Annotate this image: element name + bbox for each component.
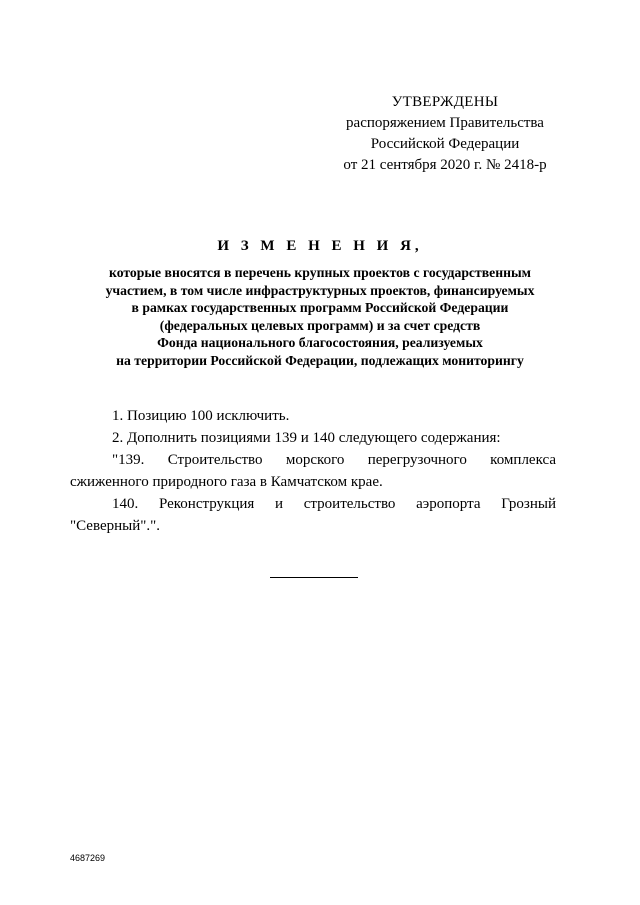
subheading-line: в рамках государственных программ Российской Федерации [131,300,509,315]
document-body [70,405,556,537]
item-2: 2. Дополнить позициями 139 и 140 следующего содержания: [112,430,501,446]
subheading-line: участием, в том числе инфраструктурных проектов, финансируемых [105,282,535,298]
subheading-line: Фонда национального благосостояния, реализуемых [157,335,483,350]
approval-title: УТВЕРЖДЕНЫ [391,94,499,110]
document-id-number: 4687269 [70,853,106,863]
subheading-line: которые вносятся в перечень крупных проектов с государственным [109,265,531,280]
approval-stamp [330,92,560,176]
item-140-line1: 140. Реконструкция и строительство аэропорта Грозный [112,496,556,512]
document-subheading [60,264,580,369]
end-divider [270,577,358,578]
subheading-line: на территории Российской Федерации, подлежащих мониторингу [116,352,524,368]
approval-date-number: от 21 сентября 2020 г. № 2418-р [343,157,547,173]
item-139-line1: "139. Строительство морского перегрузочного комплекса [112,452,556,468]
approval-country: Российской Федерации [370,136,520,152]
approval-authority: распоряжением Правительства [346,115,544,131]
subheading-line: (федеральных целевых программ) и за счет средств [159,317,481,333]
document-heading: И З М Е Н Е Н И Я, [217,238,423,254]
item-1: 1. Позицию 100 исключить. [112,408,290,424]
item-139-line2: сжиженного природного газа в Камчатском крае. [70,474,383,490]
item-140-line2: "Северный".". [70,518,160,534]
